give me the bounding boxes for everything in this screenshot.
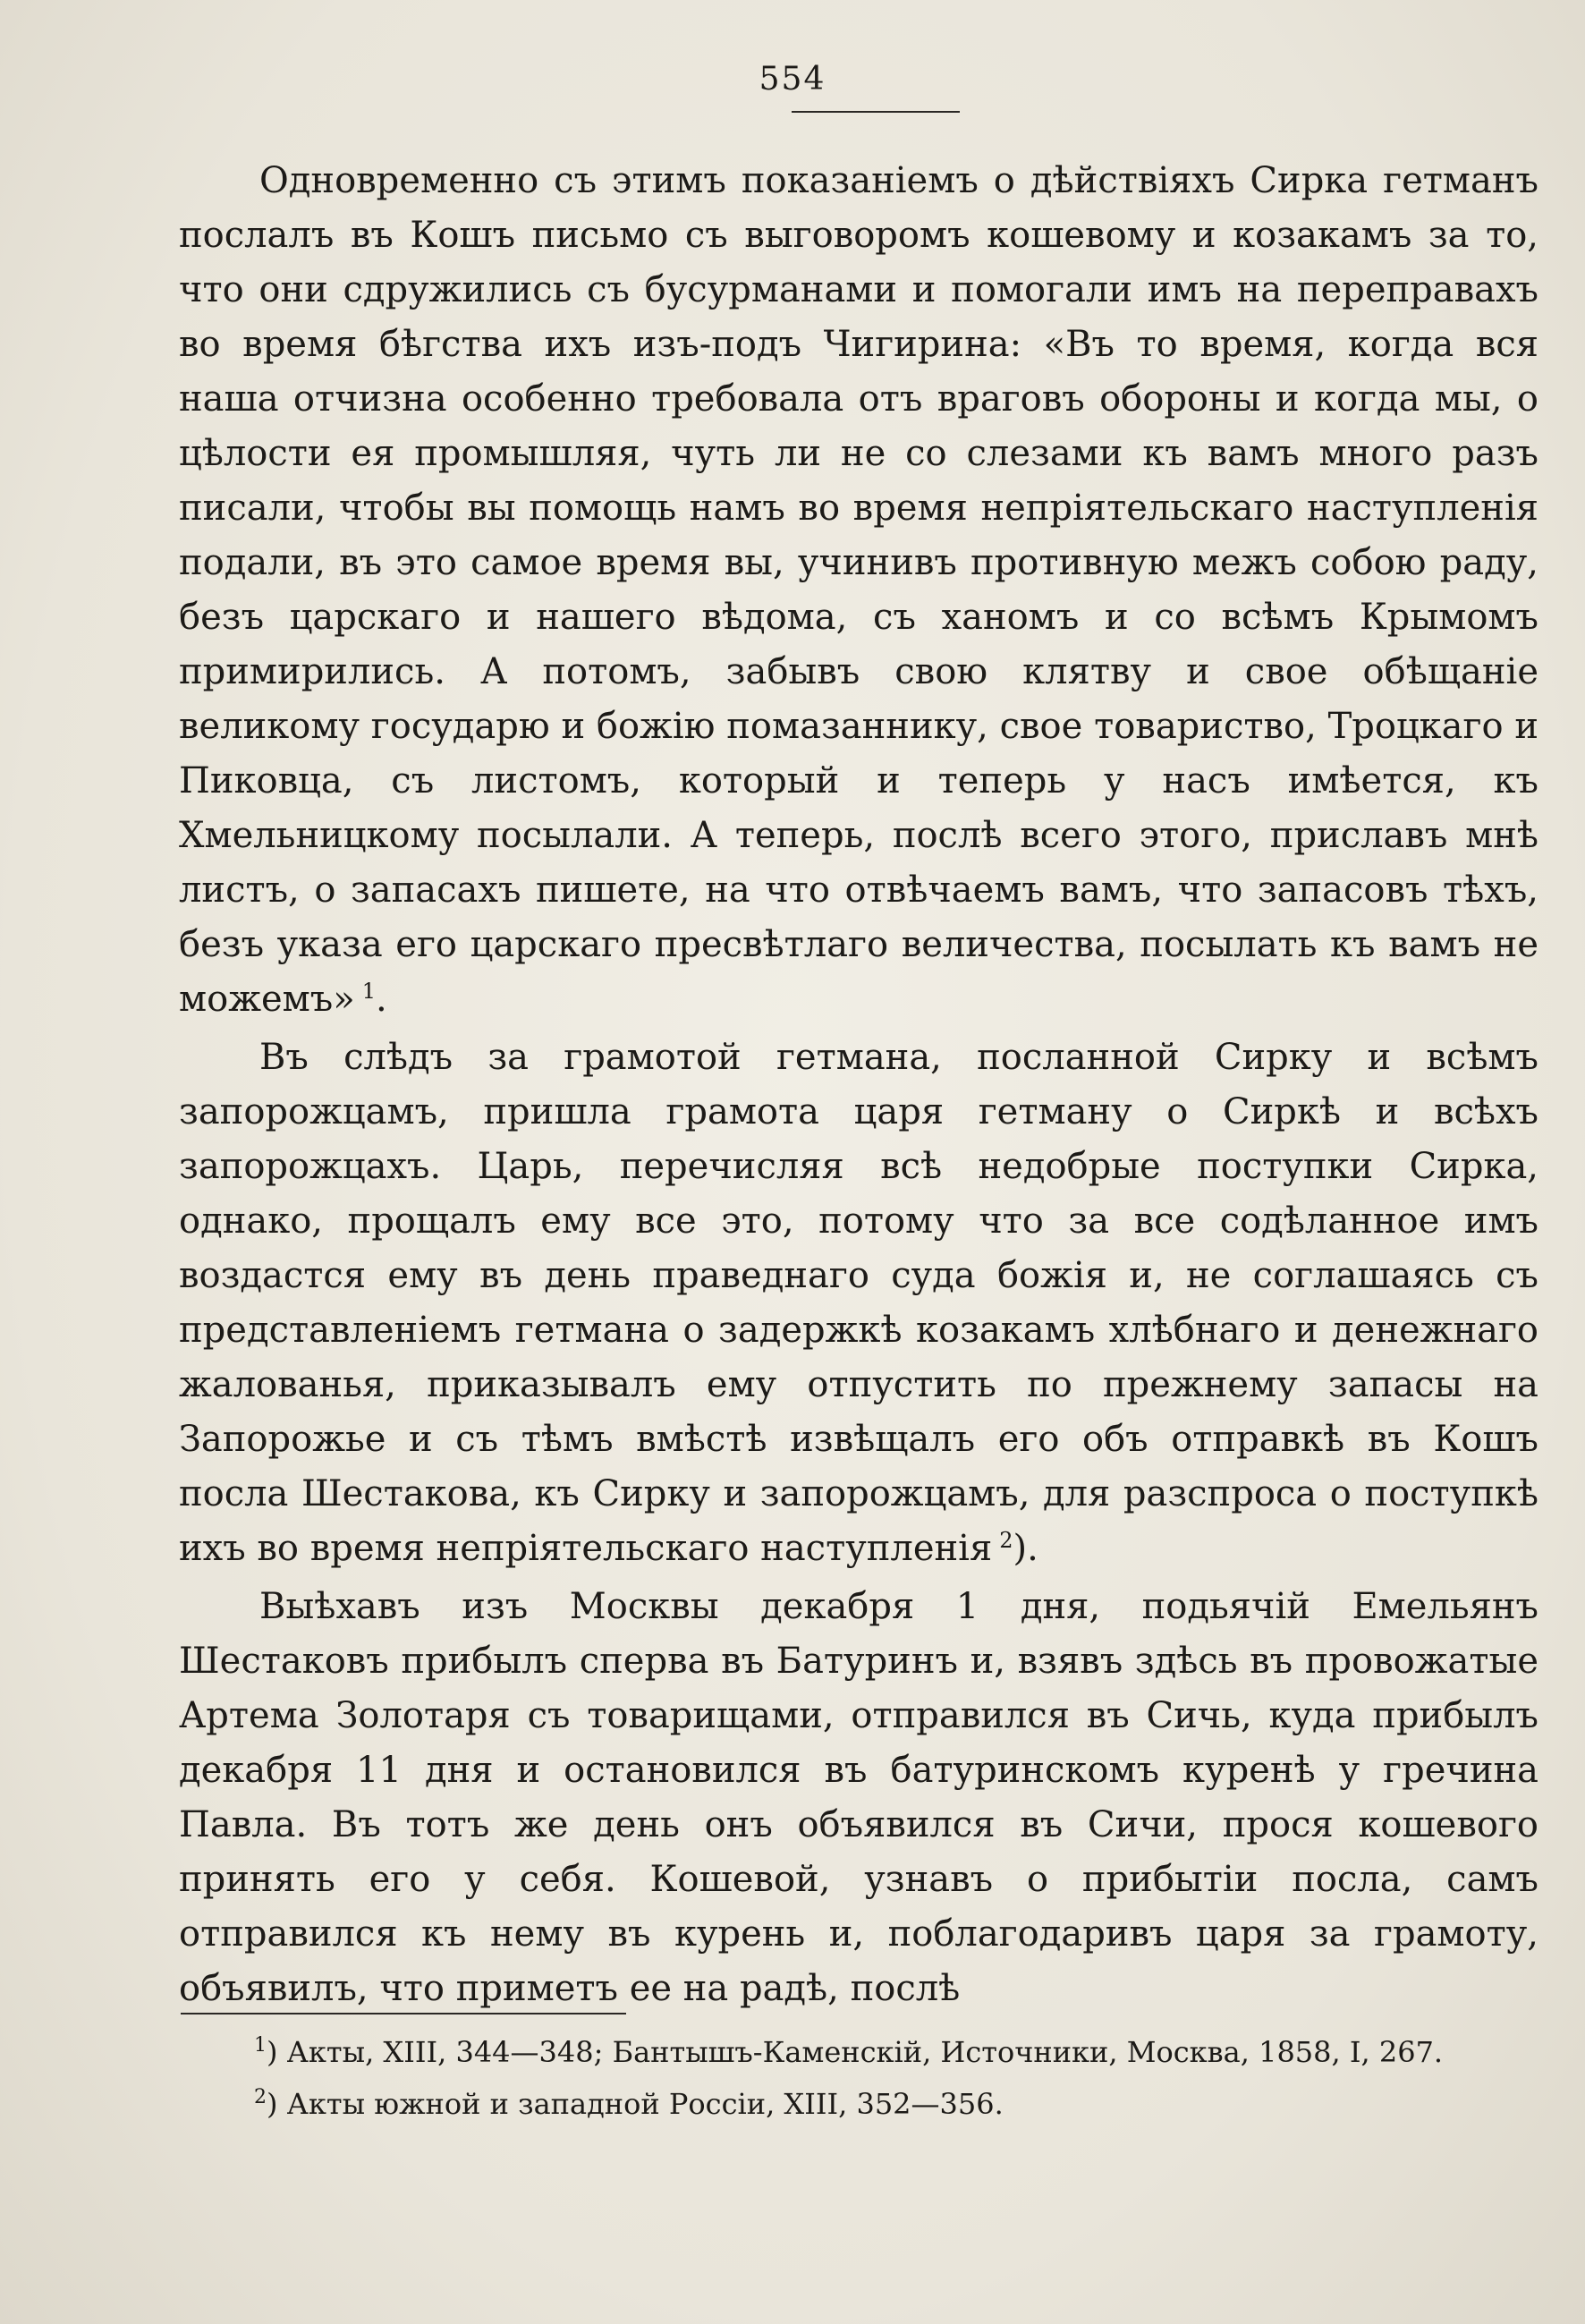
page-number: 554 [759,61,826,98]
footnotes [179,2032,1538,2136]
paragraph [179,1580,1538,2016]
footnote-text: Акты южной и западной Россіи, XIII, 352—356. [286,2087,1004,2121]
paragraph-text: Выѣхавъ изъ Москвы декабря 1 дня, подьячій Емельянъ Шестаковъ прибылъ сперва въ Батуринъ и, взявъ здѣсь въ провожатые Артема Золотаря съ товарищами, отправился въ Сичь, куда прибылъ декабря 11 дня и остановился въ батуринскомъ куренѣ у гречина Павла. Въ тотъ же день онъ объявился въ Сичи, прося кошевого принять его у себя. Кошевой, узнавъ о прибытіи посла, самъ отправился къ нему въ курень и, поблагодаривъ царя за грамоту, объявилъ, что приметъ ее на радѣ, послѣ [179,1586,1538,2009]
paragraph-tail: ). [1013,1528,1038,1569]
footnote: $^1$) Акты, XIII, 344—348; Бантышъ-Каменскій, Источники, Москва, 1858, I, 267. [254,2034,1444,2069]
footnote-separator [181,2013,626,2014]
paragraph-text: Въ слѣдъ за грамотой гетмана, посланной Сирку и всѣмъ запорожцамъ, пришла грамота царя гетману о Сиркѣ и всѣхъ запорожцахъ. Царь, перечисляя всѣ недобрые поступки Сирка, однако, прощалъ ему все это, потому что за все содѣланное имъ воздастся ему въ день праведнаго суда божія и, не соглашаясь съ представленіемъ гетмана о задержкѣ козакамъ хлѣбнаго и денежнаго жалованья, приказывалъ ему отпустить по прежнему запасы на Запорожье и съ тѣмъ вмѣстѣ извѣщалъ его объ отправкѣ въ Кошъ посла Шестакова, къ Сирку и запорожцамъ, для разспроса о поступкѣ ихъ во время непріятельскаго наступленія [179,1037,1538,1569]
footnote-marker: 2 [254,2086,267,2108]
footnote: $^2$) Акты южной и западной Россіи, XIII, 352—356. [254,2086,1004,2121]
footnote-reference: 1 [361,979,376,1004]
footnote-reference: 2 [999,1528,1013,1553]
footnote-marker: 1 [254,2034,267,2057]
paragraph-text: Одновременно съ этимъ показаніемъ о дѣйствіяхъ Сирка гетманъ послалъ въ Кошъ письмо съ выговоромъ кошевому и козакамъ за то, что они сдружились съ бусурманами и помогали имъ на переправахъ во время бѣгства ихъ изъ-подъ Чигирина: «Въ то время, когда вся наша отчизна особенно требовала отъ враговъ обороны и когда мы, о цѣлости ея промышляя, чуть ли не со слезами къ вамъ много разъ писали, чтобы вы помощь намъ во время непріятельскаго наступленія подали, въ это самое время вы, учинивъ противную межъ собою раду, безъ царскаго и нашего вѣдома, съ ханомъ и со всѣмъ Крымомъ примирились. А потомъ, забывъ свою клятву и свое обѣщаніе великому государю и божію помазаннику, свое товариство, Троцкаго и Пиковца, съ листомъ, который и теперь у насъ имѣется, къ Хмельницкому посылали. А теперь, послѣ всего этого, приславъ мнѣ листъ, о запасахъ пишете, на что отвѣчаемъ вамъ, что запасовъ тѣхъ, безъ указа его царскаго пресвѣтлаго величества, посылать къ вамъ не можемъ» [179,160,1538,1020]
footnote-text: Акты, XIII, 344—348; Бантышъ-Каменскій, Источники, Москва, 1858, I, 267. [286,2035,1444,2069]
page-body [179,154,1538,2016]
paragraph [179,154,1538,1027]
page-number-rule [792,111,960,113]
paragraph-tail: . [375,979,387,1020]
paragraph [179,1031,1538,1576]
